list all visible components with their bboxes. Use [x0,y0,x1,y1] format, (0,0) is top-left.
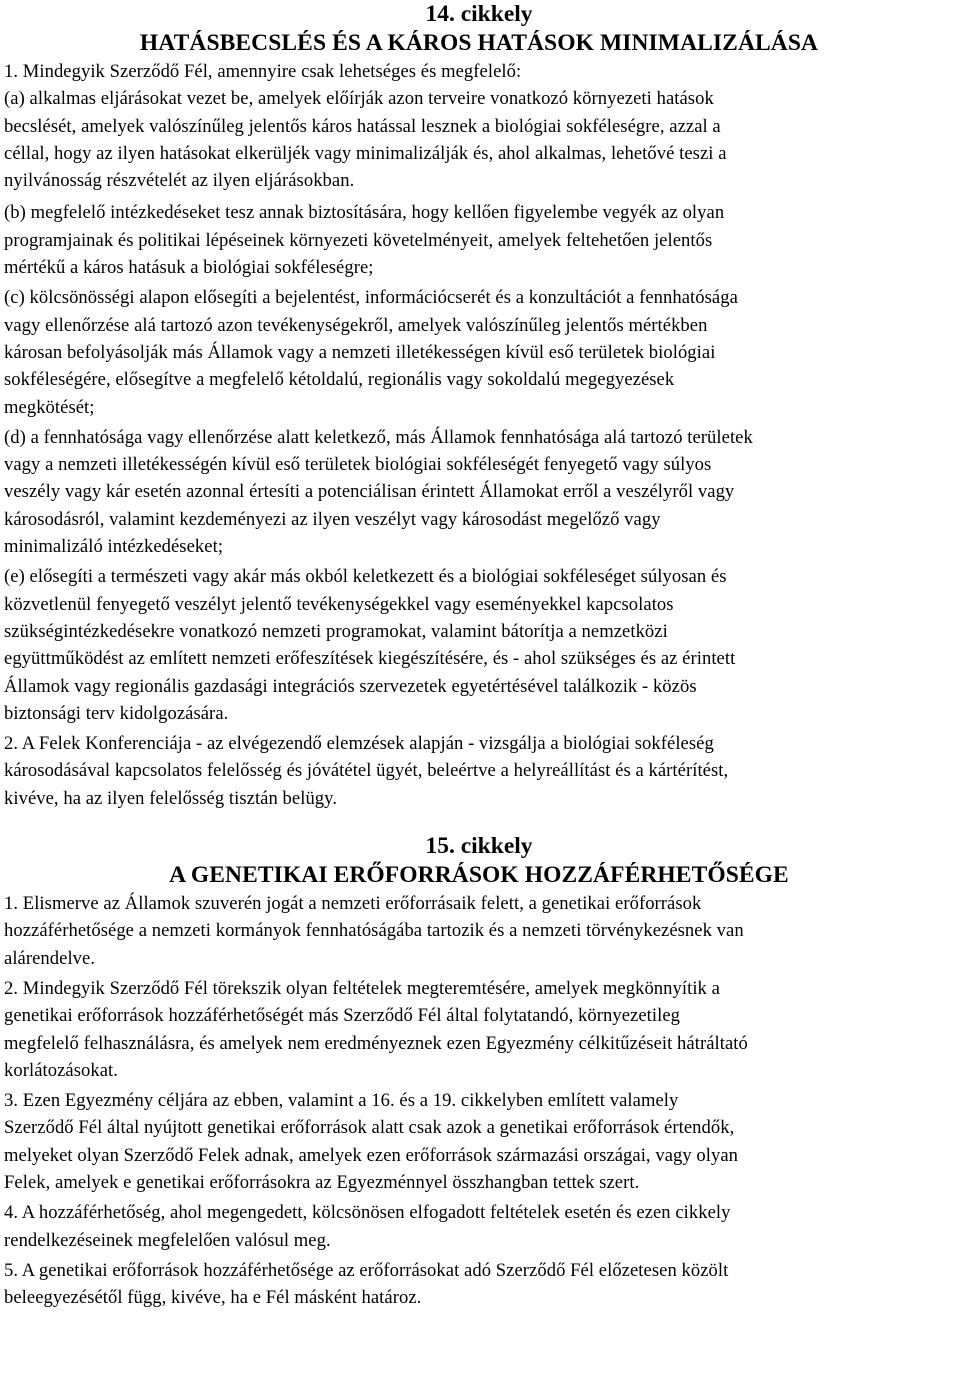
text-line: alárendelve. [4,947,96,969]
text-line: veszély vagy kár esetén azonnal értesíti a potenciálisan érintett Államokat erről a veszélyről vagy [4,481,735,503]
text-line: vagy a nemzeti illetékességén kívül eső területek biológiai sokféleségét fenyegető vagy súlyos [4,454,712,476]
text-line: károsodásról, valamint kezdeményezi az ilyen veszélyt vagy károsodást megelőző vagy [4,508,661,530]
article-14-point-b [4,199,954,281]
text-line: megkötését; [4,396,95,418]
text-line: biztonsági terv kidolgozására. [4,702,229,724]
article-15-paragraph-2 [4,975,954,1084]
article-15-title: A GENETIKAI ERŐFORRÁSOK HOZZÁFÉRHETŐSÉGE [169,862,789,889]
text-line: (e) elősegíti a természeti vagy akár más okból keletkezett és a biológiai sokféleséget súlyosan és [4,566,727,588]
text-line: céllal, hogy az ilyen hatásokat elkerüljék vagy minimalizálják és, ahol alkalmas, lehetővé teszi a [4,142,727,164]
text-line: (c) kölcsönösségi alapon elősegíti a bejelentést, információcserét és a konzultációt a fennhatósága [4,287,738,309]
text-line: 2. A Felek Konferenciája - az elvégezendő elemzések alapján - vizsgálja a biológiai sokféleség [4,733,714,755]
text-line: károsodásával kapcsolatos felelősség és jóvátétel ügyét, beleértve a helyreállítást és a kártérítést, [4,760,729,782]
text-line: 3. Ezen Egyezmény céljára az ebben, valamint a 16. és a 19. cikkelyben említett valamely [4,1090,679,1112]
text-line: minimalizáló intézkedéseket; [4,536,224,558]
text-line: becslését, amelyek valószínűleg jelentős káros hatással lesznek a biológiai sokféleségre, azzal a [4,115,721,137]
text-line: 5. A genetikai erőforrások hozzáférhetősége az erőforrásokat adó Szerződő Fél előzetesen közölt [4,1259,729,1281]
text-line: 4. A hozzáférhetőség, ahol megengedett, kölcsönösen elfogadott feltételek esetén és ezen cikkely [4,1202,731,1224]
article-14-point-e [4,563,954,727]
text-line: kivéve, ha az ilyen felelősség tisztán belügy. [4,787,338,809]
text-line: közvetlenül fenyegető veszélyt jelentő tevékenységekkel vagy eseményekkel kapcsolatos [4,593,674,615]
text-line: Szerződő Fél által nyújtott genetikai erőforrások alatt csak azok a genetikai erőforrások értendők, [4,1117,735,1139]
document-page [4,0,954,1311]
article-14-title: HATÁSBECSLÉS ÉS A KÁROS HATÁSOK MINIMALIZÁLÁSA [139,30,819,56]
text-line: melyeket olyan Szerződő Felek adnak, amelyek ezen erőforrások származási országai, vagy olyan [4,1144,739,1166]
text-line: 1. Elismerve az Államok szuverén jogát a nemzeti erőforrásaik felett, a genetikai erőforrások [4,893,702,915]
article-14-paragraph-1 [4,58,954,194]
article-14-point-c [4,284,954,420]
article-14-number: 14. cikkely [425,1,533,27]
text-line: károsan befolyásolják más Államok vagy a nemzeti illetékességen kívül eső területek biológiai [4,341,716,363]
text-line: rendelkezéseinek megfelelően valósul meg. [4,1229,331,1251]
text-line: programjainak és politikai lépéseinek környezeti követelményeit, amelyek feltehetően jelentős [4,229,713,251]
text-line: Felek, amelyek e genetikai erőforrásokra az Egyezménnyel összhangban tettek szert. [4,1171,640,1193]
text-line: 2. Mindegyik Szerződő Fél törekszik olyan feltételek megteremtésére, amelyek megkönnyítik a [4,977,720,999]
text-line: együttműködést az említett nemzeti erőfeszítések kiegészítésére, és - ahol szükséges és az érintett [4,648,736,670]
text-line: 1. Mindegyik Szerződő Fél, amennyire csak lehetséges és megfelelő: [4,61,522,82]
text-line: hozzáférhetősége a nemzeti kormányok fennhatóságába tartozik és a nemzeti törvénykezésnek van [4,920,744,942]
article-15-paragraph-4 [4,1199,954,1254]
text-line: vagy ellenőrzése alá tartozó azon tevékenységekről, amelyek valószínűleg jelentős mértékben [4,314,708,336]
article-14-paragraph-2 [4,730,954,812]
text-line: szükségintézkedésekre vonatkozó nemzeti programokat, valamint bátorítja a nemzetközi [4,620,668,642]
text-line: (d) a fennhatósága vagy ellenőrzése alatt keletkező, más Államok fennhatósága alá tartozó területek [4,426,753,448]
text-line: genetikai erőforrások hozzáférhetőségét más Szerződő Fél által folytatandó, környezetileg [4,1005,680,1027]
text-line: Államok vagy regionális gazdasági integrációs szervezetek egyetértésével találkozik - közös [4,675,697,697]
article-15-paragraph-3 [4,1087,954,1196]
text-line: beleegyezésétől függ, kivéve, ha e Fél másként határoz. [4,1287,422,1309]
article-15-paragraph-1 [4,890,954,972]
text-line: sokféleségére, elősegítve a megfelelő kétoldalú, regionális vagy sokoldalú megegyezések [4,369,675,391]
text-line: korlátozásokat. [4,1059,118,1081]
text-line: megfelelő felhasználásra, és amelyek nem eredményeznek ezen Egyezmény célkitűzéseit hátráltató [4,1032,748,1054]
text-line: (a) alkalmas eljárásokat vezet be, amelyek előírják azon terveire vonatkozó környezeti hatások [4,88,714,110]
text-line: mértékű a káros hatásuk a biológiai sokféleségre; [4,257,374,279]
article-15-paragraph-5 [4,1257,954,1312]
article-14-point-d [4,424,954,560]
text-line: (b) megfelelő intézkedéseket tesz annak biztosítására, hogy kellően figyelembe vegyék az olyan [4,202,725,224]
text-line: nyilvánosság részvételét az ilyen eljárásokban. [4,170,355,192]
article-15-number: 15. cikkely [425,833,533,860]
